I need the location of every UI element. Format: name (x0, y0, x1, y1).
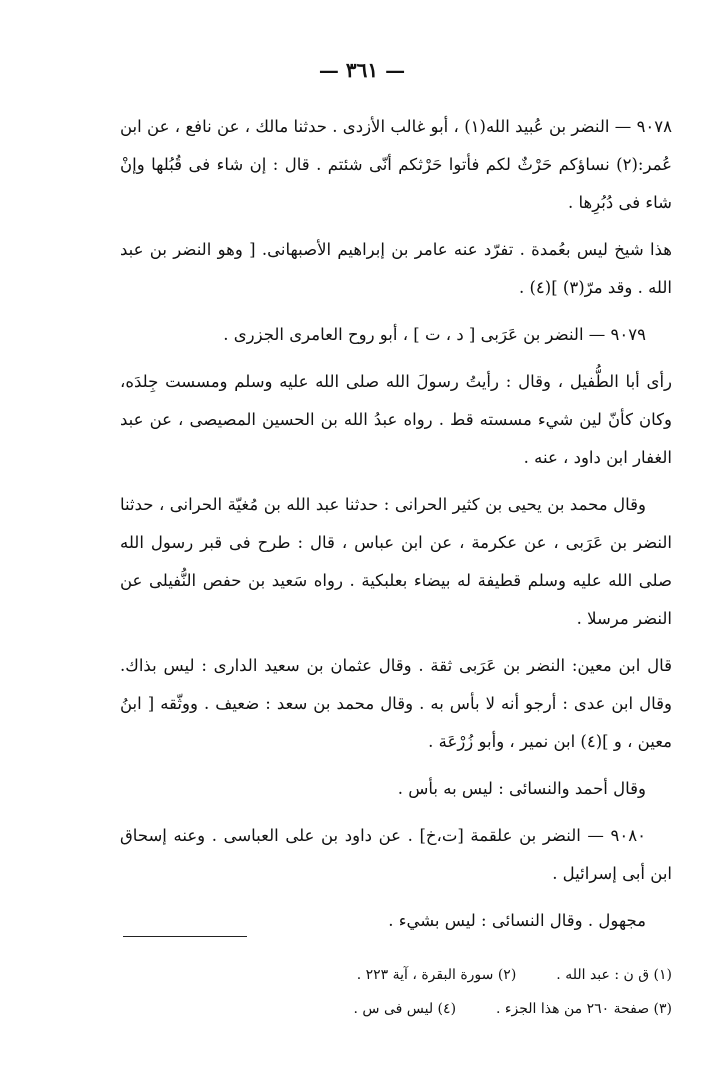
entry-9079-heading: ٩٠٧٩ — النضر بن عَرَبى [ د ، ت ] ، أبو روح العامرى الجزرى . (223, 325, 646, 344)
entry-9079-grading-2: وقال أحمد والنسائى : ليس به بأس . (397, 779, 646, 798)
page-number: — ٣٦١ — (318, 58, 406, 82)
footnote-row (120, 958, 672, 992)
footnotes (120, 958, 672, 1026)
entry-9078-note: هذا شيخ ليس بعُمدة . تفرّد عنه عامر بن إبراهيم الأصبهانى. [ وهو النضر بن عبد الله . وقد مرّ(٣) ](٤) . (120, 240, 672, 297)
footnote-4: (٤) ليس فى س . (353, 1001, 457, 1017)
main-text (120, 108, 672, 949)
entry-9079-hadith: وقال محمد بن يحيى بن كثير الحرانى : حدثنا عبد الله بن مُغيّة الحرانى ، حدثنا النضر بن عَرَبى ، عن عكرمة ، عن ابن عباس ، قال : طرح فى قبر رسول الله صلى الله عليه وسلم قطيفة له بيضاء بعلبكية . رواه سَعيد بن حفص النُّفيلى عن النضر مرسلا . (120, 495, 672, 628)
entry-9080-heading: ٩٠٨٠ — النضر بن علقمة [ت،خ] . عن داود بن على العباسى . وعنه إسحاق ابن أبى إسرائيل . (120, 826, 672, 883)
entry-9080-grading: مجهول . وقال النسائى : ليس بشيء . (388, 911, 646, 930)
footnote-row (120, 992, 672, 1026)
footnote-3: (٣) صفحة ٢٦٠ من هذا الجزء . (496, 1001, 672, 1017)
entry-9078-text: ٩٠٧٨ — النضر بن عُبيد الله(١) ، أبو غالب الأزدى . حدثنا مالك ، عن نافع ، عن ابن عُمر:(٢) نساؤكم حَرْثٌ لكم فأتوا حَرْثكم أنّى شئتم . قال : إن شاء فى قُبُلها وإنْ شاء فى دُبُرِها . (120, 117, 673, 212)
entry-9079-text: رأى أبا الطُّفيل ، وقال : رأيتُ رسولَ الله صلى الله عليه وسلم ومسست جِلدَه، وكان كأنّ لين شيء مسسته قط . رواه عبدُ الله بن الحسين المصيصى ، عن عبد الغفار ابن داود ، عنه . (120, 372, 672, 467)
footnote-2: (٢) سورة البقرة ، آية ٢٢٣ . (356, 967, 517, 983)
footnote-divider (123, 936, 247, 937)
entry-9079-grading: قال ابن معين: النضر بن عَرَبى ثقة . وقال عثمان بن سعيد الدارى : ليس بذاك. وقال ابن عدى : أرجو أنه لا بأس به . وقال محمد بن سعد : ضعيف . ووثّقه [ ابنُ معين ، و ](٤) ابن نمير ، وأبو زُرْعَة . (120, 656, 672, 751)
footnote-1: (١) ق ن : عبد الله . (556, 967, 672, 983)
